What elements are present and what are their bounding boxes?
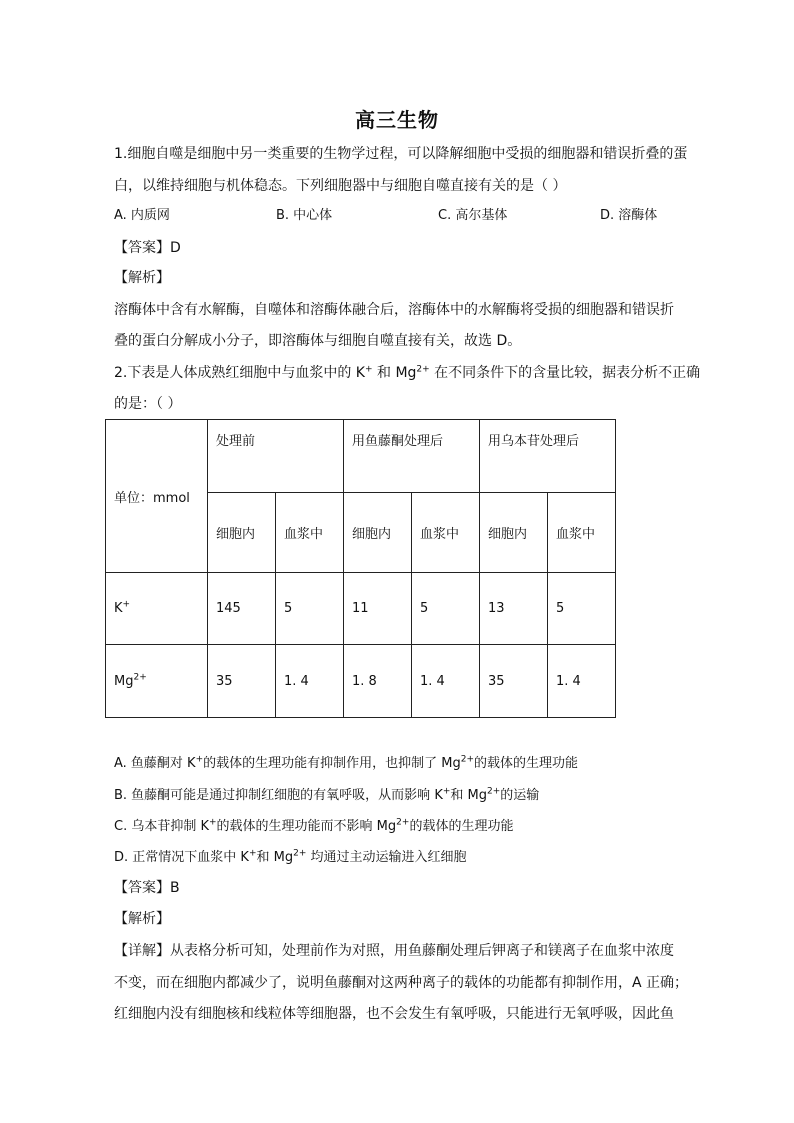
table-subheader: 血浆中 — [412, 493, 480, 573]
table-row-mg — [106, 645, 616, 718]
q2-analysis-label: 【解析】 — [114, 911, 170, 927]
table-cell: 1. 4 — [276, 645, 344, 718]
table-cell: 13 — [480, 573, 548, 645]
table-header-ouabain: 用乌本苷处理后 — [480, 420, 616, 493]
q1-analysis-label: 【解析】 — [114, 270, 170, 286]
table-header-rotenone: 用鱼藤酮处理后 — [344, 420, 480, 493]
table-row-label: K+ — [106, 573, 208, 645]
table-cell: 5 — [276, 573, 344, 645]
table-cell: 35 — [208, 645, 276, 718]
table-row-label: $Mg^{2+}$ — [106, 645, 208, 718]
table-subheader: 细胞内 — [208, 493, 276, 573]
table-cell: 35 — [480, 645, 548, 718]
q2-answer: 【答案】B — [114, 880, 180, 896]
q2-stem-line2: 的是：（ ） — [114, 396, 182, 412]
q1-analysis-line1: 溶酶体中含有水解酶，自噬体和溶酶体融合后，溶酶体中的水解酶将受损的细胞器和错误折 — [114, 302, 674, 318]
table-header-before: 处理前 — [208, 420, 344, 493]
q1-analysis-line2: 叠的蛋白分解成小分子，即溶酶体与细胞自噬直接有关，故选 D。 — [114, 333, 522, 349]
q1-answer: 【答案】D — [114, 240, 181, 256]
q1-stem-line2: 白，以维持细胞与机体稳态。下列细胞器中与细胞自噬直接有关的是（ ） — [114, 178, 567, 194]
q2-stem-line1: 2.下表是人体成熟红细胞中与血浆中的 K+ 和 $Mg^{2+}$ 在不同条件下的含量比较，据表分析不正确 — [114, 364, 701, 381]
q1-option-d: D. 溶酶体 — [600, 208, 658, 223]
table-subheader: 细胞内 — [344, 493, 412, 573]
ion-content-table — [105, 419, 616, 718]
table-cell: 11 — [344, 573, 412, 645]
table-cell: 5 — [412, 573, 480, 645]
q1-option-a: A. 内质网 — [114, 208, 170, 223]
q2-option-b: B. 鱼藤酮可能是通过抑制红细胞的有氧呼吸，从而影响 K+和 $Mg^{2+}$的运输 — [114, 786, 540, 803]
table-cell: 1. 4 — [412, 645, 480, 718]
table-cell: 145 — [208, 573, 276, 645]
q1-option-c: C. 高尔基体 — [438, 208, 508, 223]
table-subheader: 细胞内 — [480, 493, 548, 573]
q1-stem-line1: 1.细胞自噬是细胞中另一类重要的生物学过程，可以降解细胞中受损的细胞器和错误折叠的蛋 — [114, 146, 688, 162]
q2-option-c: C. 乌本苷抑制 K+的载体的生理功能而不影响 $Mg^{2+}$的载体的生理功能 — [114, 817, 514, 834]
q2-detail-line1: 【详解】从表格分析可知，处理前作为对照，用鱼藤酮处理后钾离子和镁离子在血浆中浓度 — [114, 943, 674, 959]
table-subheader: 血浆中 — [276, 493, 344, 573]
q2-option-d: D. 正常情况下血浆中 K+和 $Mg^{2+}$ 均通过主动运输进入红细胞 — [114, 848, 467, 865]
page-title: 高三生物 — [355, 108, 439, 132]
table-cell: 1. 4 — [548, 645, 616, 718]
q2-detail-line3: 红细胞内没有细胞核和线粒体等细胞器，也不会发生有氧呼吸，只能进行无氧呼吸，因此鱼 — [114, 1006, 674, 1022]
table-row-k — [106, 573, 616, 645]
table-unit-label: 单位：mmol — [106, 420, 208, 573]
q2-detail-line2: 不变，而在细胞内都减少了，说明鱼藤酮对这两种离子的载体的功能都有抑制作用，A 正确； — [114, 975, 689, 991]
q2-option-a: A. 鱼藤酮对 K+的载体的生理功能有抑制作用，也抑制了 $Mg^{2+}$的载体的生理功能 — [114, 754, 579, 771]
table-cell: 1. 8 — [344, 645, 412, 718]
q1-option-b: B. 中心体 — [276, 208, 333, 223]
table-cell: 5 — [548, 573, 616, 645]
table-subheader: 血浆中 — [548, 493, 616, 573]
